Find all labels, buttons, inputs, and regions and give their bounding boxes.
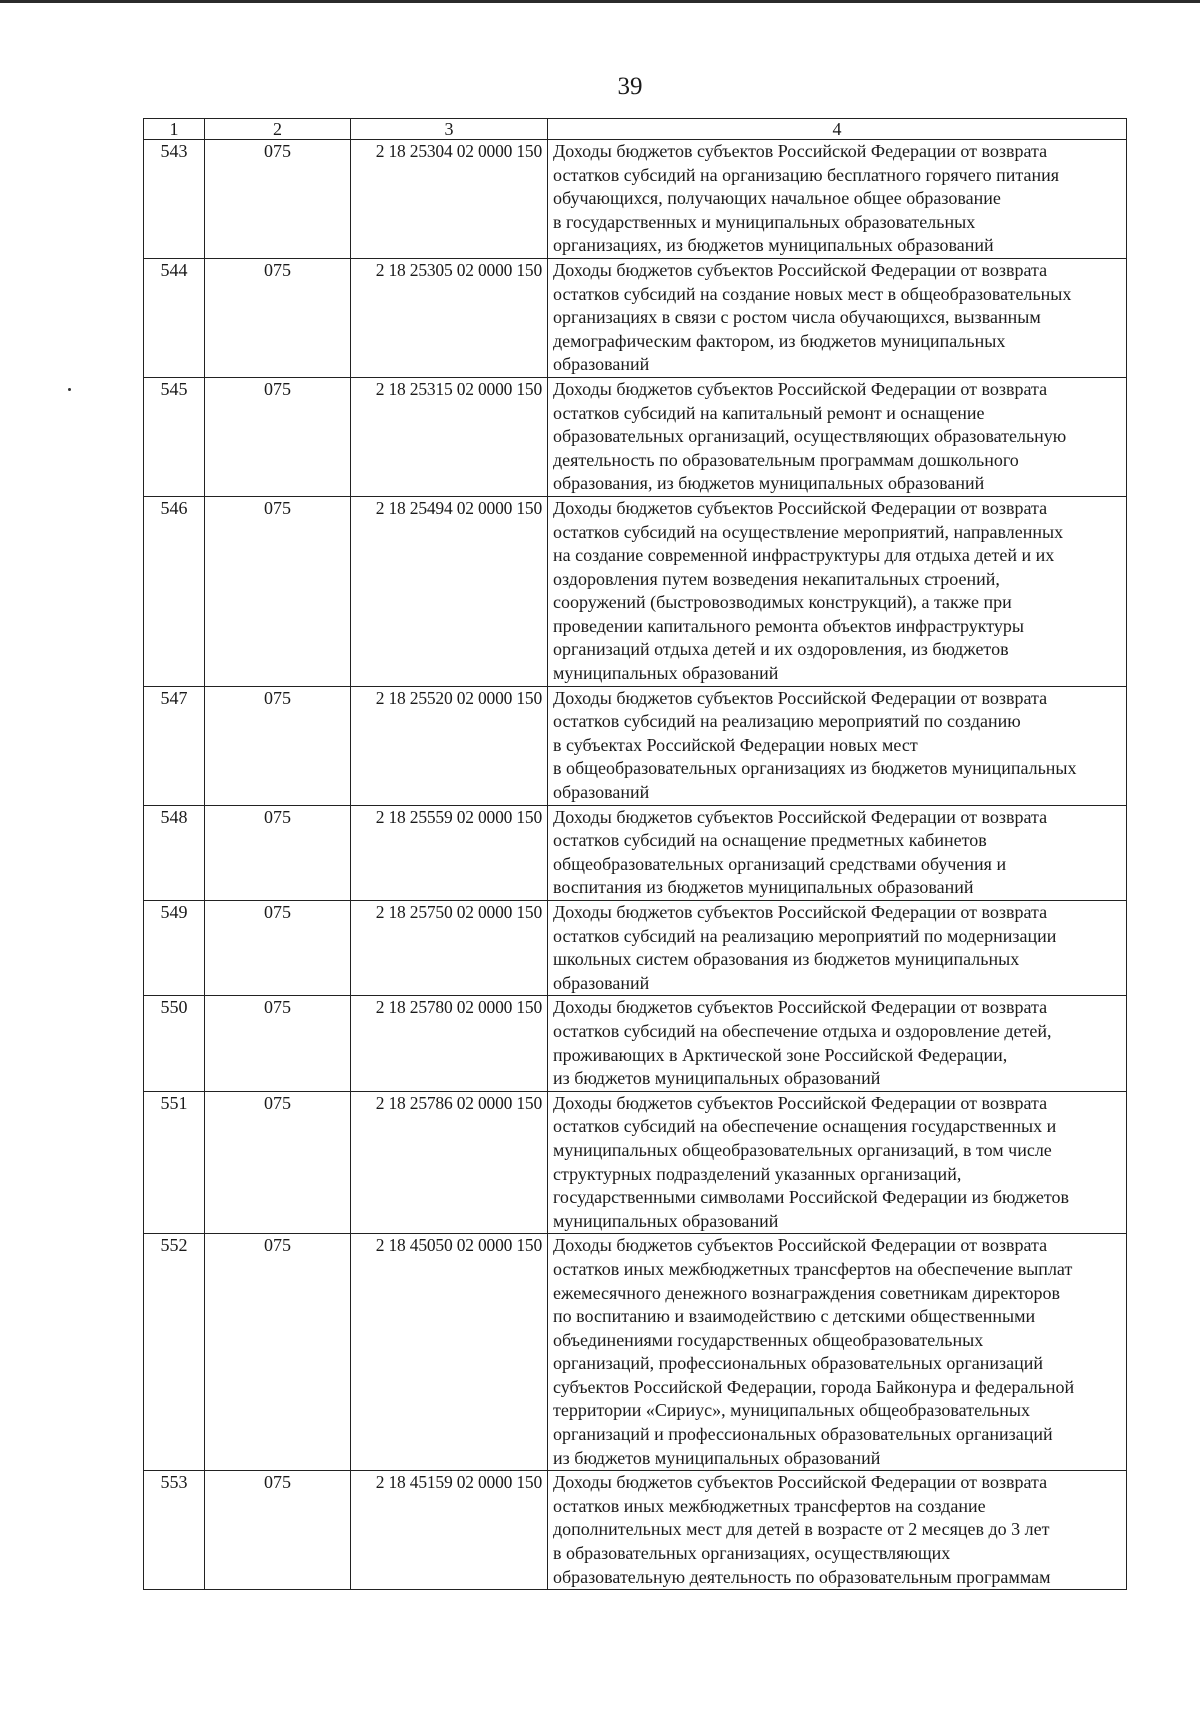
description-line: демографическим фактором, из бюджетов муниципальных bbox=[553, 330, 1006, 351]
admin-code-cell: 075 bbox=[205, 1471, 351, 1590]
column-header-1: 1 bbox=[144, 119, 205, 140]
description-line: образований bbox=[553, 972, 650, 993]
description-line: Доходы бюджетов субъектов Российской Федерации от возврата bbox=[553, 902, 1048, 922]
description-line: школьных систем образования из бюджетов муниципальных bbox=[553, 949, 1020, 970]
description-line: образования, из бюджетов муниципальных образований bbox=[553, 473, 985, 494]
description-line: Доходы бюджетов субъектов Российской Федерации от возврата bbox=[553, 687, 1048, 708]
description-line: Доходы бюджетов субъектов Российской Федерации от возврата bbox=[553, 806, 1048, 827]
description-cell bbox=[548, 901, 1127, 996]
description-line: обучающихся, получающих начальное общее образование bbox=[553, 188, 1001, 209]
description-line: остатков субсидий на реализацию мероприятий по модернизации bbox=[553, 925, 1057, 946]
admin-code-cell: 075 bbox=[205, 258, 351, 377]
description-line: воспитания из бюджетов муниципальных образований bbox=[553, 877, 974, 898]
table-row bbox=[144, 1471, 1127, 1590]
table-row bbox=[144, 1091, 1127, 1234]
description-cell bbox=[548, 996, 1127, 1091]
description-line: остатков субсидий на обеспечение отдыха и оздоровление детей, bbox=[553, 1020, 1052, 1041]
description-line: общеобразовательных организаций средствами обучения и bbox=[553, 853, 1007, 874]
admin-code-cell: 075 bbox=[205, 1091, 351, 1234]
description-line: организациях, из бюджетов муниципальных образований bbox=[553, 235, 994, 256]
admin-code-cell: 075 bbox=[205, 686, 351, 805]
table-row bbox=[144, 1234, 1127, 1471]
column-header-4: 4 bbox=[548, 119, 1127, 140]
description-line: ежемесячного денежного вознаграждения советникам директоров bbox=[553, 1282, 1061, 1303]
table-row bbox=[144, 258, 1127, 377]
description-line: муниципальных образований bbox=[553, 1210, 779, 1231]
description-line: государственными символами Российской Федерации из бюджетов bbox=[553, 1187, 1070, 1208]
description-line: образований bbox=[553, 354, 650, 375]
description-line: субъектов Российской Федерации, города Байконура и федеральной bbox=[553, 1376, 1075, 1397]
description-line: организаций и профессиональных образовательных организаций bbox=[553, 1424, 1053, 1445]
description-line: Доходы бюджетов субъектов Российской Федерации от возврата bbox=[553, 378, 1048, 399]
budget-code-cell: 2 18 25304 02 0000 150 bbox=[351, 140, 548, 259]
page-top-edge bbox=[0, 0, 1200, 3]
description-line: объединениями государственных общеобразовательных bbox=[553, 1329, 984, 1350]
description-cell bbox=[548, 805, 1127, 900]
description-line: остатков субсидий на реализацию мероприятий по созданию bbox=[553, 711, 1021, 732]
description-cell bbox=[548, 258, 1127, 377]
row-number-cell: 544 bbox=[144, 258, 205, 377]
budget-code-cell: 2 18 25780 02 0000 150 bbox=[351, 996, 548, 1091]
row-number-cell: 546 bbox=[144, 496, 205, 686]
table-row bbox=[144, 686, 1127, 805]
description-line: по воспитанию и взаимодействию с детскими общественными bbox=[553, 1306, 1036, 1327]
page-number: 39 bbox=[617, 73, 643, 100]
budget-code-cell: 2 18 45159 02 0000 150 bbox=[351, 1471, 548, 1590]
admin-code-cell: 075 bbox=[205, 140, 351, 259]
row-number-cell: 543 bbox=[144, 140, 205, 259]
description-line: из бюджетов муниципальных образований bbox=[553, 1068, 881, 1089]
row-number-cell: 553 bbox=[144, 1471, 205, 1590]
row-number-cell: 552 bbox=[144, 1234, 205, 1471]
description-line: Доходы бюджетов субъектов Российской Федерации от возврата bbox=[553, 1472, 1048, 1493]
budget-code-cell: 2 18 25559 02 0000 150 bbox=[351, 805, 548, 900]
description-line: в субъектах Российской Федерации новых мест bbox=[553, 734, 918, 755]
table-row bbox=[144, 996, 1127, 1091]
description-line: организаций отдыха детей и их оздоровления, из бюджетов bbox=[553, 639, 1009, 660]
description-cell bbox=[548, 1471, 1127, 1590]
row-number-cell: 551 bbox=[144, 1091, 205, 1234]
description-line: остатков субсидий на капитальный ремонт и оснащение bbox=[553, 402, 985, 423]
description-line: остатков субсидий на создание новых мест в общеобразовательных bbox=[553, 283, 1072, 304]
table-row bbox=[144, 901, 1127, 996]
description-line: на создание современной инфраструктуры для отдыха детей и их bbox=[553, 545, 1055, 566]
row-number-cell: 550 bbox=[144, 996, 205, 1091]
description-cell bbox=[548, 140, 1127, 259]
admin-code-cell: 075 bbox=[205, 996, 351, 1091]
description-line: образований bbox=[553, 782, 650, 803]
budget-codes-table bbox=[143, 118, 1127, 1590]
description-line: муниципальных образований bbox=[553, 663, 779, 684]
description-line: сооружений (быстровозводимых конструкций), а также при bbox=[553, 592, 1012, 613]
description-cell bbox=[548, 1091, 1127, 1234]
description-cell bbox=[548, 377, 1127, 496]
description-line: из бюджетов муниципальных образований bbox=[553, 1447, 881, 1468]
description-line: в образовательных организациях, осуществляющих bbox=[553, 1543, 951, 1564]
budget-code-cell: 2 18 25750 02 0000 150 bbox=[351, 901, 548, 996]
row-number-cell: 549 bbox=[144, 901, 205, 996]
description-line: структурных подразделений указанных организаций, bbox=[553, 1163, 962, 1184]
description-line: в общеобразовательных организациях из бюджетов муниципальных bbox=[553, 758, 1077, 779]
budget-code-cell: 2 18 45050 02 0000 150 bbox=[351, 1234, 548, 1471]
description-line: проведении капитального ремонта объектов инфраструктуры bbox=[553, 615, 1025, 636]
scan-dot bbox=[68, 388, 71, 391]
row-number-cell: 545 bbox=[144, 377, 205, 496]
table-row bbox=[144, 140, 1127, 259]
description-line: дополнительных мест для детей в возрасте от 2 месяцев до 3 лет bbox=[553, 1519, 1050, 1540]
admin-code-cell: 075 bbox=[205, 1234, 351, 1471]
admin-code-cell: 075 bbox=[205, 496, 351, 686]
budget-code-cell: 2 18 25520 02 0000 150 bbox=[351, 686, 548, 805]
table-row bbox=[144, 377, 1127, 496]
description-line: организациях в связи с ростом числа обучающихся, вызванным bbox=[553, 307, 1041, 328]
description-line: организаций, профессиональных образовательных организаций bbox=[553, 1353, 1044, 1374]
description-cell bbox=[548, 496, 1127, 686]
description-cell bbox=[548, 686, 1127, 805]
budget-code-cell: 2 18 25315 02 0000 150 bbox=[351, 377, 548, 496]
description-line: в государственных и муниципальных образовательных bbox=[553, 211, 976, 232]
description-line: Доходы бюджетов субъектов Российской Федерации от возврата bbox=[553, 259, 1048, 280]
description-line: муниципальных общеобразовательных организаций, в том числе bbox=[553, 1139, 1052, 1160]
budget-code-cell: 2 18 25786 02 0000 150 bbox=[351, 1091, 548, 1234]
description-line: образовательную деятельность по образовательным программам bbox=[553, 1566, 1051, 1587]
description-line: Доходы бюджетов субъектов Российской Федерации от возврата bbox=[553, 497, 1048, 518]
description-line: деятельность по образовательным программам дошкольного bbox=[553, 449, 1019, 470]
description-line: Доходы бюджетов субъектов Российской Федерации от возврата bbox=[553, 1235, 1048, 1256]
description-line: остатков субсидий на обеспечение оснащения государственных и bbox=[553, 1116, 1057, 1137]
row-number-cell: 547 bbox=[144, 686, 205, 805]
description-line: остатков субсидий на оснащение предметных кабинетов bbox=[553, 830, 987, 851]
description-cell bbox=[548, 1234, 1127, 1471]
description-line: остатков иных межбюджетных трансфертов на создание bbox=[553, 1495, 986, 1516]
description-line: Доходы бюджетов субъектов Российской Федерации от возврата bbox=[553, 1092, 1048, 1113]
description-line: Доходы бюджетов субъектов Российской Федерации от возврата bbox=[553, 141, 1048, 161]
budget-code-cell: 2 18 25494 02 0000 150 bbox=[351, 496, 548, 686]
admin-code-cell: 075 bbox=[205, 901, 351, 996]
description-line: оздоровления путем возведения некапитальных строений, bbox=[553, 568, 1000, 589]
description-line: Доходы бюджетов субъектов Российской Федерации от возврата bbox=[553, 997, 1048, 1018]
table-row bbox=[144, 805, 1127, 900]
row-number-cell: 548 bbox=[144, 805, 205, 900]
description-line: территории «Сириус», муниципальных общеобразовательных bbox=[553, 1400, 1030, 1421]
description-line: проживающих в Арктической зоне Российской Федерации, bbox=[553, 1044, 1008, 1065]
description-line: остатков иных межбюджетных трансфертов на обеспечение выплат bbox=[553, 1258, 1073, 1279]
budget-code-cell: 2 18 25305 02 0000 150 bbox=[351, 258, 548, 377]
column-header-3: 3 bbox=[351, 119, 548, 140]
description-line: образовательных организаций, осуществляющих образовательную bbox=[553, 426, 1067, 447]
table-header-row bbox=[144, 119, 1127, 140]
admin-code-cell: 075 bbox=[205, 805, 351, 900]
description-line: остатков субсидий на осуществление мероприятий, направленных bbox=[553, 521, 1064, 542]
table-body bbox=[144, 140, 1127, 1590]
description-line: остатков субсидий на организацию бесплатного горячего питания bbox=[553, 164, 1060, 185]
column-header-2: 2 bbox=[205, 119, 351, 140]
admin-code-cell: 075 bbox=[205, 377, 351, 496]
table-row bbox=[144, 496, 1127, 686]
